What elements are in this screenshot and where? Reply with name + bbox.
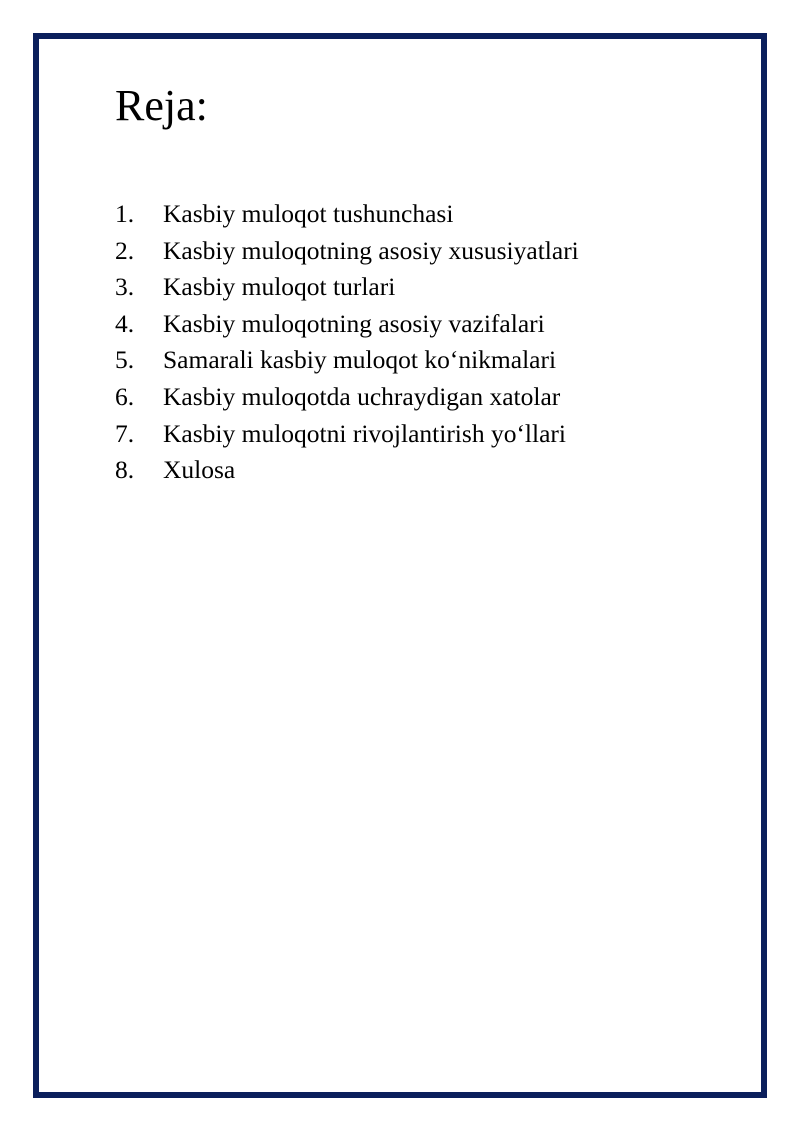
list-item [115, 196, 579, 233]
list-item [115, 416, 579, 453]
list-item-text: Samarali kasbiy muloqot ko‘nikmalari [163, 345, 557, 375]
list-item-text: Xulosa [163, 455, 236, 485]
list-item [115, 269, 579, 306]
page-title: Reja: [115, 81, 208, 130]
list-item [115, 379, 579, 416]
list-item [115, 233, 579, 270]
list-item-text: Kasbiy muloqotning asosiy xususiyatlari [163, 235, 579, 265]
list-item-text: Kasbiy muloqotning asosiy vazifalari [163, 308, 545, 338]
plan-list [115, 196, 579, 489]
list-item-number: 7. [115, 418, 135, 448]
page-border [33, 33, 767, 1098]
list-item-number: 5. [115, 345, 135, 375]
list-item-text: Kasbiy muloqotda uchraydigan xatolar [163, 381, 561, 411]
list-item-number: 4. [115, 308, 135, 338]
list-item-number: 6. [115, 381, 135, 411]
list-item-number: 2. [115, 235, 135, 265]
list-item [115, 452, 579, 489]
list-item [115, 306, 579, 343]
list-item-number: 8. [115, 455, 135, 485]
list-item-text: Kasbiy muloqot turlari [163, 272, 396, 302]
list-item-number: 3. [115, 272, 135, 302]
list-item [115, 342, 579, 379]
list-item-text: Kasbiy muloqot tushunchasi [163, 199, 454, 228]
list-item-text: Kasbiy muloqotni rivojlantirish yo‘llari [163, 418, 566, 448]
list-item-number: 1. [115, 199, 135, 228]
